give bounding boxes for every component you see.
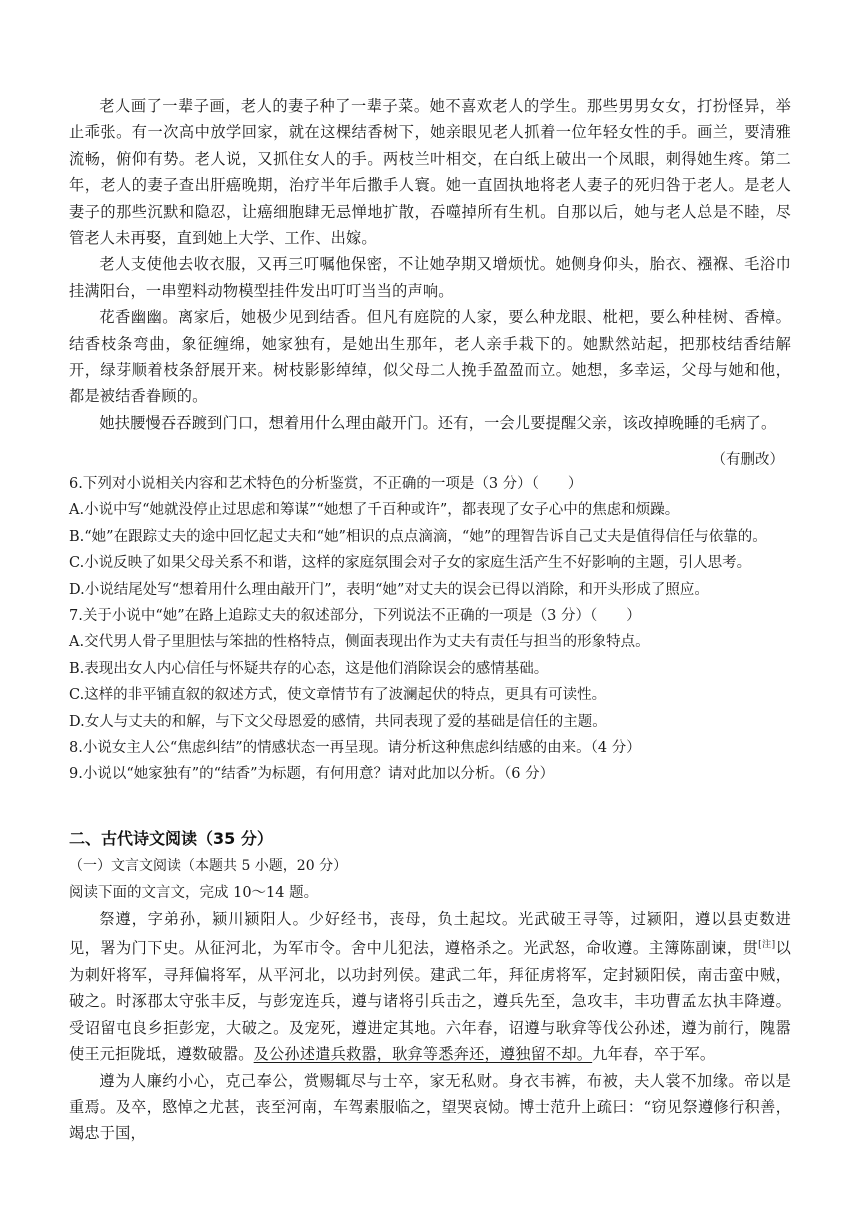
classical-text-part-b: 以为刺奸将军，寻拜偏将军，从平河北，以功封列侯。建武二年，拜征虏将军，定封颍阳侯，南击蛮中贼，破之。时涿郡太守张丰反，与彭宠连兵，遵与诸将引兵击之，遵兵先至，急攻丰，丰功曹孟厷执丰降遵。受诏留屯良乡拒彭宠，大破之。及宠死，遵进定其地。六年春，诏遵与耿弇等伐公孙述，遵为前行，隗嚣使王元拒陇坻，遵数破嚣。 <box>69 939 792 1064</box>
subsection-heading: （一）文言文阅读（本题共 5 小题，20 分） <box>69 858 348 874</box>
question-9: 9.小说以“她家独有”的“结香”为标题，有何用意？请对此加以分析。（6 分） <box>69 766 555 783</box>
reading-instruction: 阅读下面的文言文，完成 10～14 题。 <box>69 885 319 901</box>
story-paragraph-3: 花香幽幽。离家后，她极少见到结香。但凡有庭院的人家，要么种龙眼、枇杷，要么种桂树、香樟。结香枝条弯曲，象征缠绵，她家独有，是她出生那年，老人亲手栽下的。她默然站起，把那枝结香结解开，绿芽顺着枝条舒展开来。树枝影影绰绰，似父母二人挽手盈盈而立。她想，多幸运，父母与她和他，都是被结香眷顾的。 <box>69 308 791 406</box>
classical-text <box>69 906 791 1147</box>
classical-paragraph-2: 遵为人廉约小心，克己奉公，赏赐辄尽与士卒，家无私财。身衣韦裤，布被，夫人裳不加缘。帝以是重焉。及卒，愍悼之尤甚，丧至河南，车驾素服临之，望哭哀恸。博士范升上疏曰：“窃见祭遵修行积善，竭忠于国， <box>69 1071 791 1143</box>
classical-text-part-c: 九年春，卒于军。 <box>592 1045 716 1064</box>
question-8: 8.小说女主人公“焦虑纠结”的情感状态一再呈现。请分析这种焦虑纠结感的由来。（4 分） <box>69 740 641 757</box>
question-7-option-a: A.交代男人骨子里胆怯与笨拙的性格特点，侧面表现出作为丈夫有责任与担当的形象特点。 <box>69 634 650 651</box>
classical-paragraph-1 <box>69 906 791 1068</box>
question-6-option-a: A.小说中写“她就没停止过思虑和筹谋”“她想了千百种或许”，都表现了女子心中的焦虑和烦躁。 <box>69 502 680 519</box>
story-excerpt <box>69 93 791 436</box>
question-list <box>69 471 791 788</box>
question-7-option-c: C.这样的非平铺直叙的叙述方式，使文章情节有了波澜起伏的特点，更具有可读性。 <box>69 687 607 704</box>
question-6-option-d: D.小说结尾处写“想着用什么理由敲开门”，表明“她”对丈夫的误会已得以消除，和开头形成了照应。 <box>69 581 709 598</box>
classical-text-part-a: 祭遵，字弟孙，颍川颍阳人。少好经书，丧母，负土起坟。光武破王寻等，过颍阳，遵以县吏数进见，署为门下史。从征河北，为军市令。舍中儿犯法，遵格杀之。光武怒，命收遵。主簿陈副谏，贯 <box>69 910 791 958</box>
story-paragraph-1: 老人画了一辈子画，老人的妻子种了一辈子菜。她不喜欢老人的学生。那些男男女女，打扮怪异，举止乖张。有一次高中放学回家，就在这棵结香树下，她亲眼见老人抓着一位年轻女性的手。画兰，要清雅流畅，俯仰有势。老人说，又抓住女人的手。两枝兰叶相交，在白纸上破出一个凤眼，刺得她生疼。第二年，老人的妻子查出肝癌晚期，治疗半年后撒手人寰。她一直固执地将老人妻子的死归咎于老人。是老人妻子的那些沉默和隐忍，让癌细胞肆无忌惮地扩散，吞噬掉所有生机。自那以后，她与老人总是不睦，尽管老人未再娶，直到她上大学、工作、出嫁。 <box>69 97 791 248</box>
question-7: 7.关于小说中“她”在路上追踪丈夫的叙述部分，下列说法不正确的一项是（3 分）（ ） <box>69 608 641 625</box>
section-heading: 二、古代诗文阅读（35 分） <box>69 829 273 848</box>
underlined-sentence: 及公孙述遣兵救嚣，耿弇等悉奔还，遵独留不却。 <box>253 1045 593 1064</box>
story-paragraph-4: 她扶腰慢吞吞踱到门口，想着用什么理由敲开门。还有，一会儿要提醒父亲，该改掉晚睡的毛病了。 <box>99 413 777 432</box>
story-paragraph-2: 老人支使他去收衣服，又再三叮嘱他保密，不让她孕期又增烦忧。她侧身仰头，胎衣、襁褓、毛浴巾挂满阳台，一串塑料动物模型挂件发出叮叮当当的声响。 <box>69 255 791 300</box>
source-note: （有删改） <box>711 452 784 468</box>
question-6-option-b: B.“她”在跟踪丈夫的途中回忆起丈夫和“她”相识的点点滴滴，“她”的理智告诉自己丈夫是值得信任与依靠的。 <box>69 528 767 545</box>
footnote-marker: [注] <box>758 940 776 951</box>
question-7-option-b: B.表现出女人内心信任与怀疑共存的心态，这是他们消除误会的感情基础。 <box>69 660 549 677</box>
question-6: 6.下列对小说相关内容和艺术特色的分析鉴赏，不正确的一项是（3 分）（ ） <box>69 476 583 492</box>
question-6-option-c: C.小说反映了如果父母关系不和谐，这样的家庭氛围会对子女的家庭生活产生不好影响的主题，引人思考。 <box>69 555 752 572</box>
question-7-option-d: D.女人与丈夫的和解，与下文父母恩爱的感情，共同表现了爱的基础是信任的主题。 <box>69 713 607 730</box>
